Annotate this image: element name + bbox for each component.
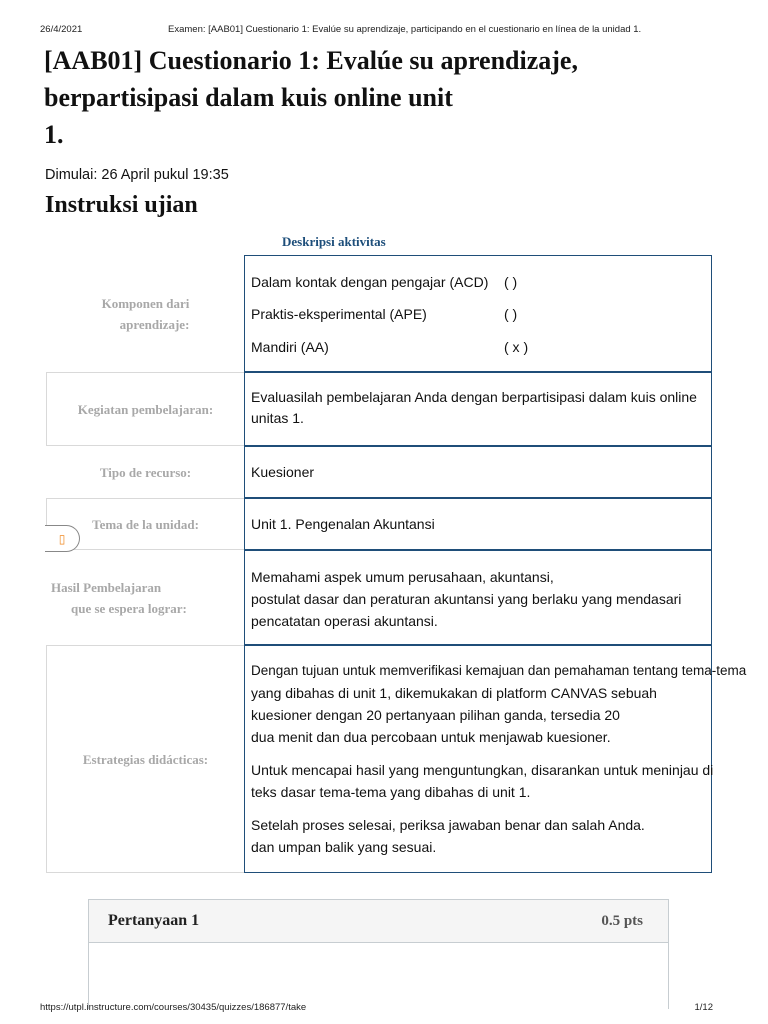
outcomes-label-line-2: que se espera lograr: [71, 600, 187, 616]
outcomes-line-1: Memahami aspek umum perusahaan, akuntansi, [251, 569, 554, 585]
strategies-cell [244, 645, 747, 873]
print-title: Examen: [AAB01] Cuestionario 1: Evalúe su aprendizaje, participando en el cuestionario en línea de la unidad 1. [168, 24, 642, 35]
instructions-heading: Instruksi ujian [45, 192, 198, 218]
component-label-line-1: Komponen dari [101, 295, 190, 311]
learning-outcomes-label [46, 550, 244, 645]
component-cell [244, 255, 712, 372]
component-mark-acd: ( ) [504, 274, 518, 290]
activity-line-2: unitas 1. [251, 410, 304, 426]
question-points: 0.5 pts [601, 913, 643, 929]
strategies-paragraph-3 [251, 814, 711, 858]
question-title: Pertanyaan 1 [108, 912, 200, 929]
tab-icon: ▯ [58, 531, 66, 546]
component-option-acd: Dalam kontak dengan pengajar (ACD) [251, 274, 489, 290]
question-card [88, 899, 669, 1009]
strategies-p2-line-2: teks dasar tema-tema yang dibahas di unit 1. [251, 784, 531, 800]
print-url[interactable]: https://utpl.instructure.com/courses/30435/quizzes/186877/take [40, 1002, 307, 1013]
quiz-title [44, 42, 644, 153]
question-header [89, 900, 668, 943]
strategies-p1-line-3: kuesioner dengan 20 pertanyaan pilihan ganda, tersedia 20 [251, 707, 620, 723]
strategies-paragraph-2 [251, 759, 714, 803]
outcomes-line-2: postulat dasar dan peraturan akuntansi yang berlaku yang mendasari [251, 591, 682, 607]
strategies-p3-line-1: Setelah proses selesai, periksa jawaban benar dan salah Anda. [251, 817, 645, 833]
learning-outcomes-cell [244, 550, 712, 645]
quiz-title-line-2: berpartisipasi dalam kuis online unit [44, 83, 453, 112]
quiz-title-line-1: [AAB01] Cuestionario 1: Evalúe su aprendizaje, [44, 46, 578, 75]
component-option-ape: Praktis-eksperimental (APE) [251, 306, 427, 322]
strategies-p1-line-2: yang dibahas di unit 1, dikemukakan di platform CANVAS sebuah [251, 685, 657, 701]
quiz-title-line-3: 1. [44, 120, 64, 149]
print-footer [0, 1002, 768, 1016]
strategies-p1-line-1: Dengan tujuan untuk memverifikasi kemajuan dan pemahaman tentang tema-tema [251, 663, 747, 678]
strategies-p2-line-1: Untuk mencapai hasil yang menguntungkan, disarankan untuk meninjau di [251, 762, 714, 778]
activity-cell [244, 372, 712, 446]
activity-label-text: Kegiatan pembelajaran: [77, 401, 214, 417]
quiz-start-time [45, 167, 229, 183]
started-label: Dimulai: [45, 167, 98, 183]
print-header [0, 24, 768, 38]
component-mark-aa: ( x ) [504, 339, 529, 355]
strategies-paragraph-1 [251, 660, 747, 748]
unit-theme-label-text: Tema de la unidad: [92, 516, 199, 532]
table-bottom-rule [46, 872, 244, 873]
outcomes-line-3: pencatatan operasi akuntansi. [251, 613, 438, 629]
resource-type-label-text: Tipo de recurso: [99, 464, 192, 480]
activity-label [46, 372, 244, 446]
print-date: 26/4/2021 [40, 24, 83, 35]
started-value: 26 April pukul 19:35 [101, 167, 229, 183]
unit-theme-cell [244, 498, 712, 550]
strategies-p3-line-2: dan umpan balik yang sesuai. [251, 839, 437, 855]
resource-type-value: Kuesioner [251, 464, 315, 480]
component-label [46, 255, 244, 372]
component-option-aa: Mandiri (AA) [251, 339, 329, 355]
strategies-p1-line-4: dua menit dan dua percobaan untuk menjawab kuesioner. [251, 729, 611, 745]
page-number: 1/12 [694, 1002, 713, 1013]
side-tab-button[interactable] [45, 525, 80, 552]
description-heading: Deskripsi aktivitas [282, 234, 386, 249]
strategies-label [46, 645, 244, 873]
unit-theme-value: Unit 1. Pengenalan Akuntansi [251, 516, 435, 532]
component-mark-ape: ( ) [504, 306, 518, 322]
activity-line-1: Evaluasilah pembelajaran Anda dengan berpartisipasi dalam kuis online [251, 389, 697, 405]
strategies-label-text: Estrategias didácticas: [82, 752, 209, 767]
component-label-line-2: aprendizaje: [119, 316, 190, 332]
resource-type-label [46, 446, 244, 498]
outcomes-label-line-1: Hasil Pembelajaran [51, 579, 162, 595]
resource-type-cell [244, 446, 712, 498]
